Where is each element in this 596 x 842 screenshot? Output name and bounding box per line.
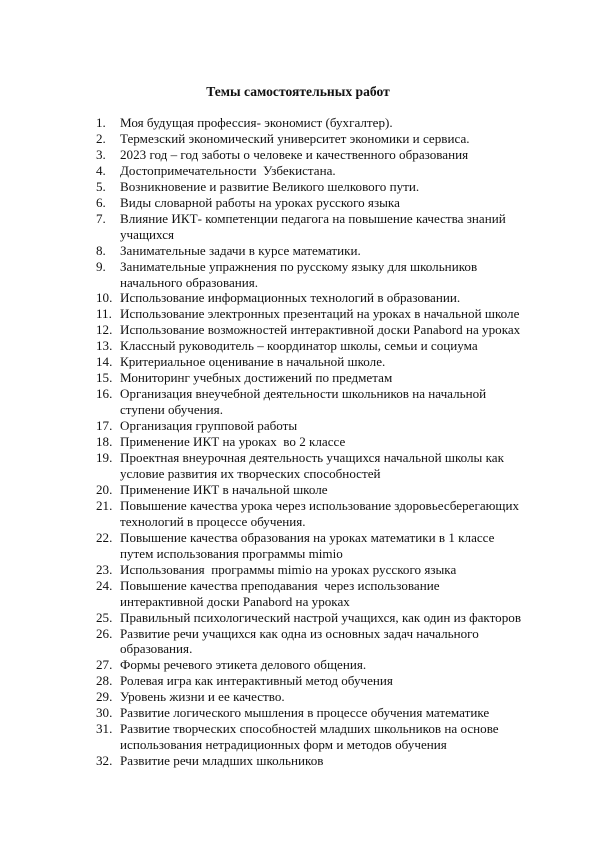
list-item [96,610,566,626]
item-number: 25. [96,609,113,625]
item-text: Проектная внеурочная деятельность учащихся начальной школы как условие развития их творческих способностей [120,450,504,481]
item-number: 11. [96,306,112,322]
item-number: 5. [96,178,106,194]
item-text: Возникновение и развитие Великого шелкового пути. [120,178,420,194]
list-item [96,562,566,578]
item-text: Правильный психологический настрой учащихся, как один из факторов [120,609,521,625]
item-text: Формы речевого этикета делового общения. [120,657,367,673]
item-number: 6. [96,194,106,210]
list-item [96,370,566,386]
item-number: 28. [96,673,113,689]
item-number: 2. [96,130,106,146]
item-number: 14. [96,354,113,370]
item-number: 4. [96,162,106,178]
item-text: Термезский экономический университет экономики и сервиса. [120,130,470,146]
list-item [96,354,566,370]
list-item [96,721,566,753]
item-number: 16. [96,386,113,402]
item-number: 17. [96,418,113,434]
item-text: Классный руководитель – координатор школы, семьи и социума [120,338,478,354]
document-title: Темы самостоятельных работ [206,84,390,99]
item-number: 24. [96,577,113,593]
item-number: 10. [96,290,113,306]
list-item [96,306,566,322]
item-text: Уровень жизни и ее качество. [120,689,285,705]
item-text: Развитие речи младших школьников [120,753,324,769]
list-item [96,434,566,450]
item-number: 13. [96,338,113,354]
item-text: Мониторинг учебных достижений по предметам [120,370,393,386]
item-number: 8. [96,242,106,258]
item-number: 32. [96,753,113,769]
item-number: 18. [96,434,113,450]
item-text: Развитие логического мышления в процессе обучения математике [120,705,490,721]
item-text: Использование информационных технологий в образовании. [120,290,461,306]
item-text: Организация групповой работы [120,418,298,434]
item-number: 31. [96,721,113,737]
item-text: Повышение качества преподавания через использование интерактивной доски Panabord на уроках [120,577,440,609]
list-item [96,163,566,179]
list-item [96,147,566,163]
list-item [96,243,566,259]
list-item [96,450,566,482]
item-text: Развитие творческих способностей младших школьников на основе использования нетрадиционных форм и методов обучения [120,721,499,753]
list-item [96,290,566,306]
list-item [96,578,566,610]
list-item [96,689,566,705]
item-text: 2023 год – год заботы о человеке и качественного образования [120,146,469,162]
item-text: Применение ИКТ в начальной школе [120,481,328,497]
item-number: 30. [96,705,113,721]
item-text: Занимательные задачи в курсе математики. [120,242,361,258]
item-number: 7. [96,210,106,226]
list-item [96,115,566,131]
topics-list [96,115,566,769]
item-text: Повышение качества образования на уроках математики в 1 классе путем использования программы mimio [120,529,495,561]
item-text: Занимательные упражнения по русскому языку для школьников начального образования. [120,258,478,290]
item-text: Организация внеучебной деятельности школьников на начальной ступени обучения. [120,386,487,418]
item-number: 26. [96,625,113,641]
list-item [96,322,566,338]
item-number: 29. [96,689,113,705]
item-text: Достопримечательности Узбекистана. [120,162,336,178]
list-item [96,211,566,243]
item-text: Критериальное оценивание в начальной школе. [120,354,386,370]
list-item [96,482,566,498]
list-item [96,418,566,434]
item-text: Применение ИКТ на уроках во 2 классе [120,434,346,450]
list-item [96,657,566,673]
item-number: 3. [96,146,106,162]
list-item [96,530,566,562]
list-item [96,673,566,689]
item-number: 22. [96,529,113,545]
item-number: 12. [96,322,113,338]
list-item [96,386,566,418]
item-number: 20. [96,481,113,497]
item-text: Виды словарной работы на уроках русского языка [120,194,400,210]
item-text: Ролевая игра как интерактивный метод обучения [120,673,393,689]
item-text: Использование электронных презентаций на уроках в начальной школе [120,306,520,322]
list-item [96,498,566,530]
item-text: Влияние ИКТ- компетенции педагога на повышение качества знаний учащихся [120,210,506,242]
list-item [96,626,566,658]
item-number: 19. [96,450,113,466]
item-number: 23. [96,561,113,577]
list-item [96,131,566,147]
item-text: Использование возможностей интерактивной доски Panabord на уроках [120,322,521,338]
item-number: 27. [96,657,113,673]
item-text: Развитие речи учащихся как одна из основных задач начального образования. [120,625,479,657]
list-item [96,753,566,769]
list-item [96,195,566,211]
item-text: Использования программы mimio на уроках русского языка [120,561,457,577]
list-item [96,338,566,354]
list-item [96,705,566,721]
item-number: 21. [96,497,113,513]
item-number: 9. [96,258,106,274]
item-number: 15. [96,370,113,386]
list-item [96,179,566,195]
item-text: Повышение качества урока через использование здоровьесберегающих технологий в процессе обучения. [120,497,520,529]
item-number: 1. [96,115,106,130]
list-item [96,259,566,291]
item-text: Моя будущая профессия- экономист (бухгалтер). [120,115,393,130]
